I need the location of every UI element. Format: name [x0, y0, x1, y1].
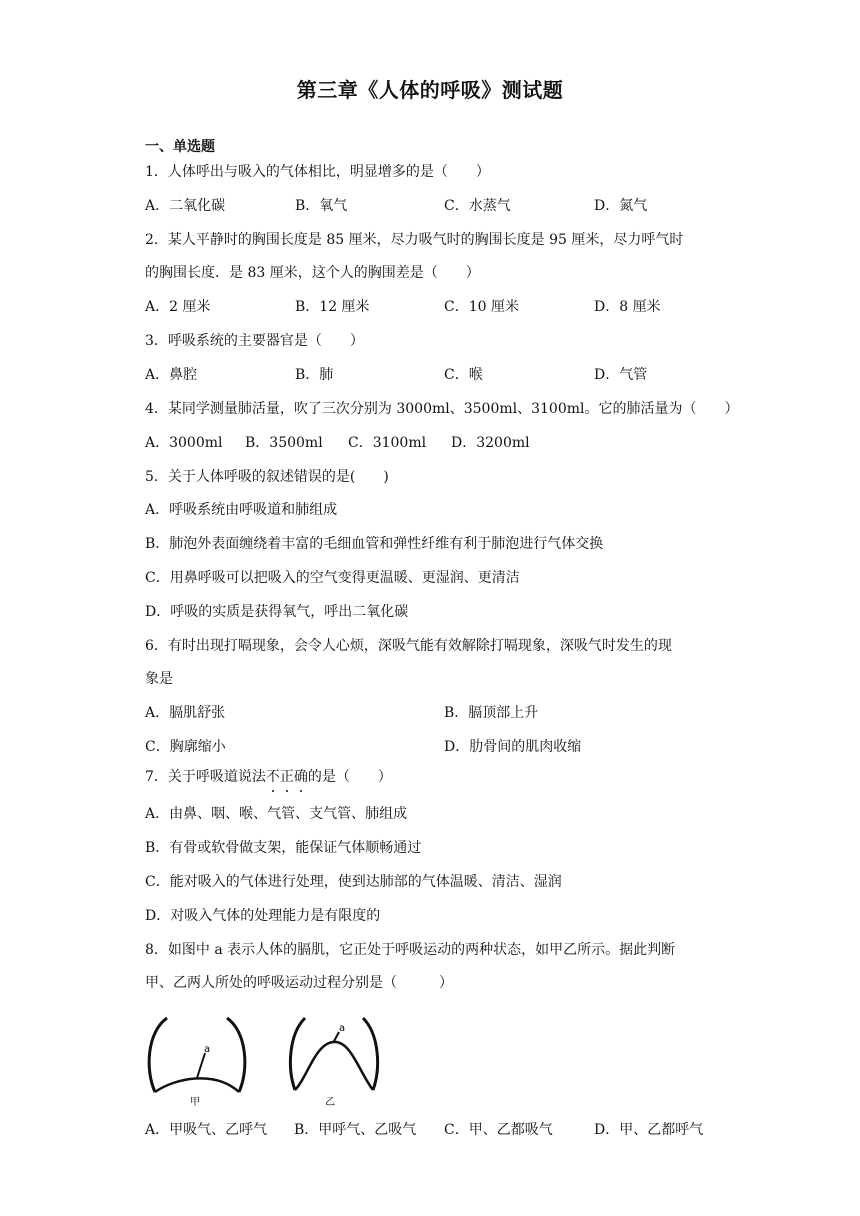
label-yi: 乙	[325, 1097, 335, 1107]
label-a: a	[339, 1023, 346, 1034]
diaphragm-line	[295, 1042, 373, 1090]
question-7-stem-suffix: 的是（ ）	[307, 769, 392, 785]
question-8-option-d: D．甲、乙都呼气	[594, 1122, 704, 1138]
question-6-option-d: D．肋骨间的肌肉收缩	[444, 739, 582, 755]
question-6-option-b: B．膈顶部上升	[444, 705, 539, 721]
question-6-stem-line-1: 6．有时出现打嗝现象，会令人心烦，深吸气能有效解除打嗝现象，深吸气时发生的现	[145, 638, 672, 654]
question-3-option-c: C．喉	[444, 367, 483, 383]
question-4-option-c: C．3100ml	[348, 435, 427, 451]
question-2-option-d: D．8 厘米	[594, 299, 661, 315]
section-heading: 一、单选题	[145, 139, 215, 155]
emphasis-char: 不	[265, 769, 280, 785]
diaphragm-figure-jia	[145, 1012, 255, 1107]
question-3-option-a: A．鼻腔	[145, 367, 198, 383]
pointer-line	[197, 1053, 205, 1078]
question-3-option-d: D．气管	[594, 367, 648, 383]
question-7-stem	[145, 767, 392, 787]
question-7-option-d: D．对吸入气体的处理能力是有限度的	[145, 908, 381, 924]
question-2-option-c: C．10 厘米	[444, 299, 519, 315]
question-8-option-b: B．甲呼气、乙吸气	[294, 1122, 417, 1138]
question-1-option-c: C．水蒸气	[444, 198, 511, 214]
chest-wall-right	[227, 1018, 245, 1092]
question-6-option-c: C．胸廓缩小	[145, 739, 226, 755]
question-7-option-a: A．由鼻、咽、喉、气管、支气管、肺组成	[145, 806, 408, 822]
question-6-option-a: A．膈肌舒张	[145, 705, 226, 721]
question-5-option-a: A．呼吸系统由呼吸道和肺组成	[145, 502, 338, 518]
question-8-stem-line-1: 8．如图中 a 表示人体的膈肌，它正处于呼吸运动的两种状态，如甲乙所示。据此判断	[145, 942, 676, 958]
question-3-option-b: B．肺	[295, 367, 334, 383]
question-8-option-c: C．甲、乙都吸气	[444, 1122, 553, 1138]
question-1-option-b: B．氧气	[295, 198, 348, 214]
label-a: a	[204, 1044, 211, 1055]
question-5-stem: 5．关于人体呼吸的叙述错误的是( )	[145, 469, 389, 485]
question-5-option-d: D．呼吸的实质是获得氧气，呼出二氧化碳	[145, 604, 409, 620]
question-6-stem-line-2: 象是	[145, 671, 173, 687]
question-4-option-d: D．3200ml	[451, 435, 530, 451]
question-8-stem-line-2: 甲、乙两人所处的呼吸运动过程分别是（ ）	[145, 975, 453, 991]
question-2-option-b: B．12 厘米	[295, 299, 370, 315]
question-8-option-a: A．甲吸气、乙呼气	[145, 1122, 268, 1138]
question-4-option-b: B．3500ml	[245, 435, 323, 451]
question-1-option-d: D．氮气	[594, 198, 648, 214]
page-title: 第三章《人体的呼吸》测试题	[296, 78, 564, 102]
label-jia: 甲	[190, 1097, 200, 1107]
emphasis-char: 正	[279, 769, 294, 785]
question-2-stem-line-1: 2．某人平静时的胸围长度是 85 厘米，尽力吸气时的胸围长度是 95 厘米，尽力呼气时	[145, 232, 684, 248]
emphasis-char: 确	[293, 769, 308, 785]
question-5-option-c: C．用鼻呼吸可以把吸入的空气变得更温暖、更湿润、更清洁	[145, 570, 520, 586]
question-2-option-a: A．2 厘米	[145, 299, 211, 315]
question-7-stem-prefix: 7．关于呼吸道说法	[145, 769, 266, 785]
question-2-stem-line-2: 的胸围长度．是 83 厘米，这个人的胸围差是（ ）	[145, 265, 480, 281]
question-1-option-a: A．二氧化碳	[145, 198, 226, 214]
diaphragm-figure-yi	[287, 1012, 382, 1107]
question-7-option-b: B．有骨或软骨做支架，能保证气体顺畅通过	[145, 840, 422, 856]
chest-wall-left	[149, 1018, 167, 1092]
diaphragm-line	[155, 1078, 239, 1092]
question-1-stem: 1．人体呼出与吸入的气体相比，明显增多的是（ ）	[145, 164, 490, 180]
question-3-stem: 3．呼吸系统的主要器官是（ ）	[145, 333, 364, 349]
question-4-option-a: A．3000ml	[145, 435, 223, 451]
question-4-stem: 4．某同学测量肺活量，吹了三次分别为 3000ml、3500ml、3100ml。它的肺活量为（ ）	[145, 401, 739, 417]
question-7-option-c: C．能对吸入的气体进行处理，使到达肺部的气体温暖、清洁、湿润	[145, 874, 562, 890]
question-5-option-b: B．肺泡外表面缠绕着丰富的毛细血管和弹性纤维有利于肺泡进行气体交换	[145, 536, 604, 552]
